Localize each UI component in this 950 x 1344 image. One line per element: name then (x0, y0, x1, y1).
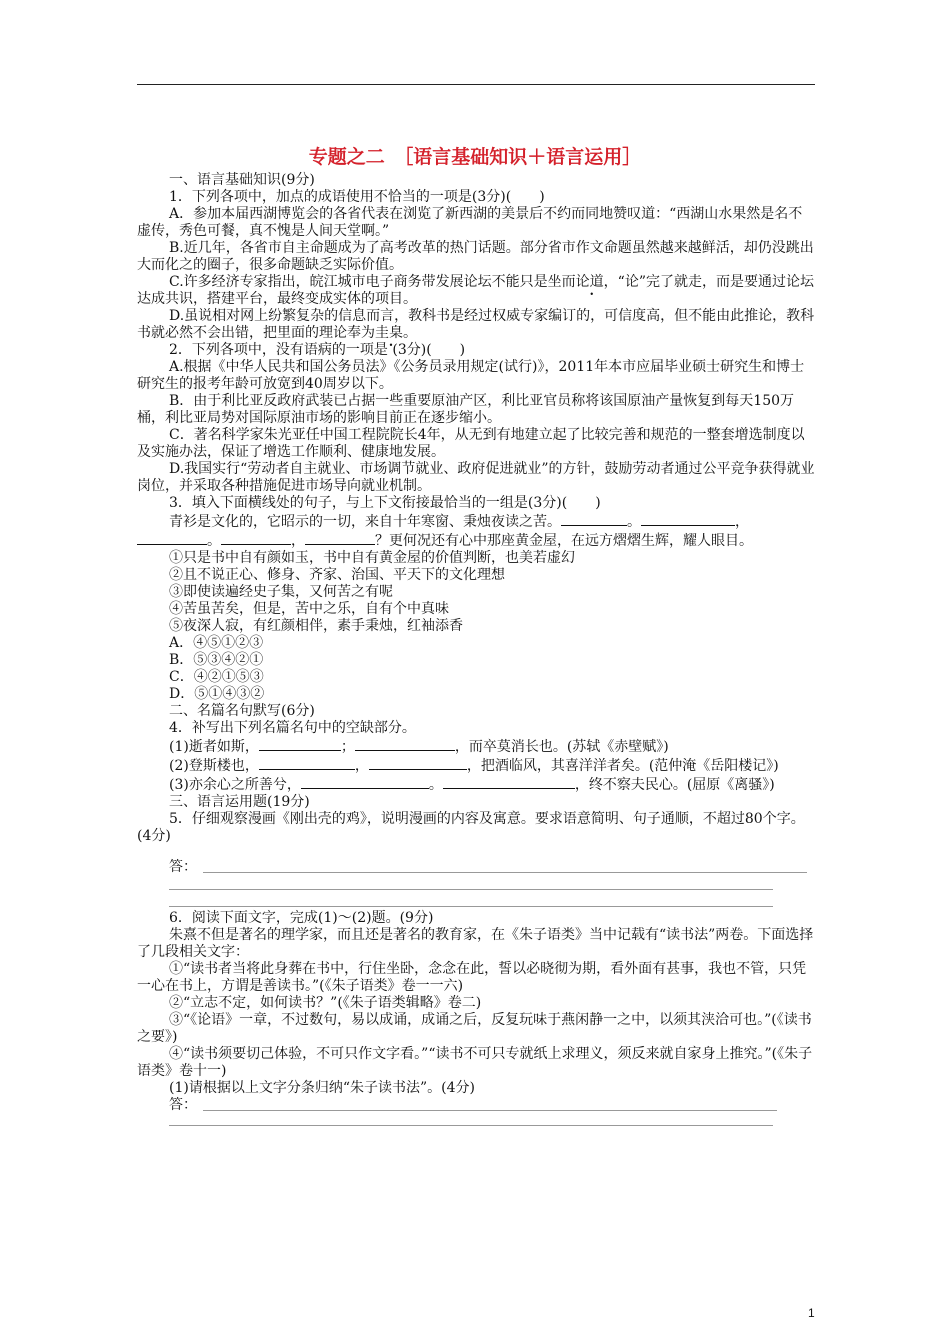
section-heading-3: 三、语言运用题(19分) (169, 794, 310, 810)
q6-text-2: ②“立志不定，如何读书？”(《朱子语类辑略》卷二) (169, 995, 482, 1011)
q1-option-d: D.虽说相对网上纷繁复杂的信息而言，教科书是经过权威专家编订的，可信度高，但不能由此推论，教科书就必然不会出错，把里面的理论奉为圭臬。 (137, 308, 815, 341)
q2-option-d: D.我国实行“劳动者自主就业、市场调节就业、政府促进就业”的方针，鼓励劳动者通过公平竞争获得就业岗位，并采取各种措施促进市场导向就业机制。 (137, 461, 815, 494)
fill-blank[interactable] (561, 512, 627, 526)
fill-blank[interactable] (641, 512, 735, 526)
q6-subquestion-1: (1)请根据以上文字分条归纳“朱子读书法”。(4分) (169, 1080, 475, 1096)
page-number: 1 (808, 1306, 815, 1320)
q3-choice-1: ①只是书中自有颜如玉，书中自有黄金屋的价值判断，也美若虚幻 (169, 550, 575, 566)
dotted-idiom-c: 坐而论道 (547, 274, 604, 290)
q3-choice-4: ④苦虽苦矣，但是，苦中之乐，自有个中真味 (169, 601, 449, 617)
question-3-stem: 3．填入下面横线处的句子，与上下文衔接最恰当的一组是(3分)( ) (169, 495, 601, 511)
q3-option-b: B．⑤③④②① (169, 652, 264, 668)
q6-text-1: ①“读书者当将此身葬在书中，行住坐卧，念念在此，誓以必晓彻为期，看外面有甚事，我也不管，只凭一心在书上，方谓是善读书。”(《朱子语类》卷一一六) (137, 961, 807, 994)
q6-answer-line[interactable]: 答： (137, 1097, 815, 1114)
q4-line-2: (2)登斯楼也， ， ，把酒临风，其喜洋洋者矣。(范仲淹《岳阳楼记》) (169, 758, 779, 774)
question-4-stem: 4．补写出下列名篇名句中的空缺部分。 (169, 720, 416, 736)
question-2-stem: 2．下列各项中，没有语病的一项是 (3分)( ) (169, 342, 466, 358)
q4-line-3: (3)亦余心之所善兮， 。 ，终不察夫民心。(屈原《离骚》) (169, 777, 775, 793)
fill-blank[interactable] (221, 531, 291, 545)
section-heading-2: 二、名篇名句默写(6分) (169, 703, 315, 719)
answer-line[interactable] (169, 1124, 773, 1126)
q6-intro: 朱熹不但是著名的理学家，而且还是著名的教育家，在《朱子语类》当中记载有“读书法”两卷。下面选择了几段相关文字： (137, 927, 814, 960)
fill-blank[interactable] (443, 775, 575, 789)
q6-text-4: ④“读书须要切己体验，不可只作文字看。”“读书不可只专就纸上求理义，须反来就自家身上推究。”(《朱子语类》卷十一) (137, 1046, 813, 1079)
q1-option-a: A．参加本届西湖博览会的各省代表在浏览了新西湖的美景后不约而同地赞叹道：“西湖山水果然是名不虚传，秀色可餐，真不愧是人间天堂啊。” (137, 206, 803, 239)
q3-choice-5: ⑤夜深人寂，有红颜相伴，素手秉烛，红袖添香 (169, 618, 463, 634)
fill-blank[interactable] (259, 756, 355, 770)
fill-blank[interactable] (369, 756, 467, 770)
question-1-stem: 1．下列各项中，加点的成语使用不恰当的一项是(3分)( ) (169, 189, 545, 205)
fill-blank[interactable] (355, 737, 455, 751)
section-heading-1: 一、语言基础知识(9分) (169, 172, 315, 188)
fill-blank[interactable] (137, 531, 207, 545)
q2-option-b: B．由于利比亚反政府武装已占据一些重要原油产区，利比亚官员称将该国原油产量恢复到每天150万桶，利比亚局势对国际原油市场的影响目前正在逐步缩小。 (137, 393, 795, 426)
q6-text-3: ③“《论语》一章，不过数句，易以成诵，成诵之后，反复玩味于燕闲静一之中，以须其浃洽可也。”(《读书之要》) (137, 1012, 812, 1045)
fill-blank[interactable] (301, 775, 429, 789)
question-5-stem: 5．仔细观察漫画《刚出壳的鸡》，说明漫画的内容及寓意。要求语意简明、句子通顺，不超过80个字。(4分) (137, 811, 805, 844)
q1-option-b: B.近几年，各省市自主命题成为了高考改革的热门话题。部分省市作文命题虽然越来越鲜活，却仍没跳出大而化之的圈子，很多命题缺乏实际价值。 (137, 240, 814, 273)
q3-choice-3: ③即使读遍经史子集，又何苦之有呢 (169, 584, 393, 600)
q3-choice-2: ②且不说正心、修身、齐家、治国、平天下的文化理想 (169, 567, 505, 583)
q3-option-d: D．⑤①④③② (169, 686, 265, 702)
q3-option-a: A．④⑤①②③ (169, 635, 264, 651)
q2-option-a: A.根据《中华人民共和国公务员法》《公务员录用规定(试行)》，2011年本市应届毕业硕士研究生和博士研究生的报考年龄可放宽到40周岁以下。 (137, 359, 805, 392)
q3-option-c: C．④②①⑤③ (169, 669, 264, 685)
q4-line-1: (1)逝者如斯， ； ，而卒莫消长也。(苏轼《赤壁赋》) (169, 739, 669, 755)
fill-blank[interactable] (259, 737, 341, 751)
document-body (137, 172, 815, 1126)
q3-passage: 青衫是文化的，它昭示的一切，来自十年寒窗、秉烛夜读之苦。 。 ，。 ， ？更何况还有心中那座黄金屋，在远方熠熠生辉，耀人眼目。 (137, 512, 815, 550)
header-rule (137, 84, 815, 85)
page-title: 专题之二 ［语言基础知识＋语言运用］ (308, 146, 642, 168)
question-6-stem: 6．阅读下面文字，完成(1)～(2)题。(9分) (169, 910, 434, 926)
dotted-idiom-d: 奉为圭臬 (347, 325, 403, 341)
fill-blank[interactable] (305, 531, 375, 545)
q1-option-c: C.许多经济专家指出，皖江城市电子商务带发展论坛不能只是坐而论道，“论”完了就走，而是要通过论坛达成共识，搭建平台，最终变成实体的项目。 (137, 274, 814, 307)
q5-answer-line[interactable]: 答： (137, 859, 815, 876)
q2-option-c: C．著名科学家朱光亚任中国工程院院长4年，从无到有地建立起了比较完善和规范的一整套增选制度以及实施办法，保证了增选工作顺利、健康地发展。 (137, 427, 805, 460)
